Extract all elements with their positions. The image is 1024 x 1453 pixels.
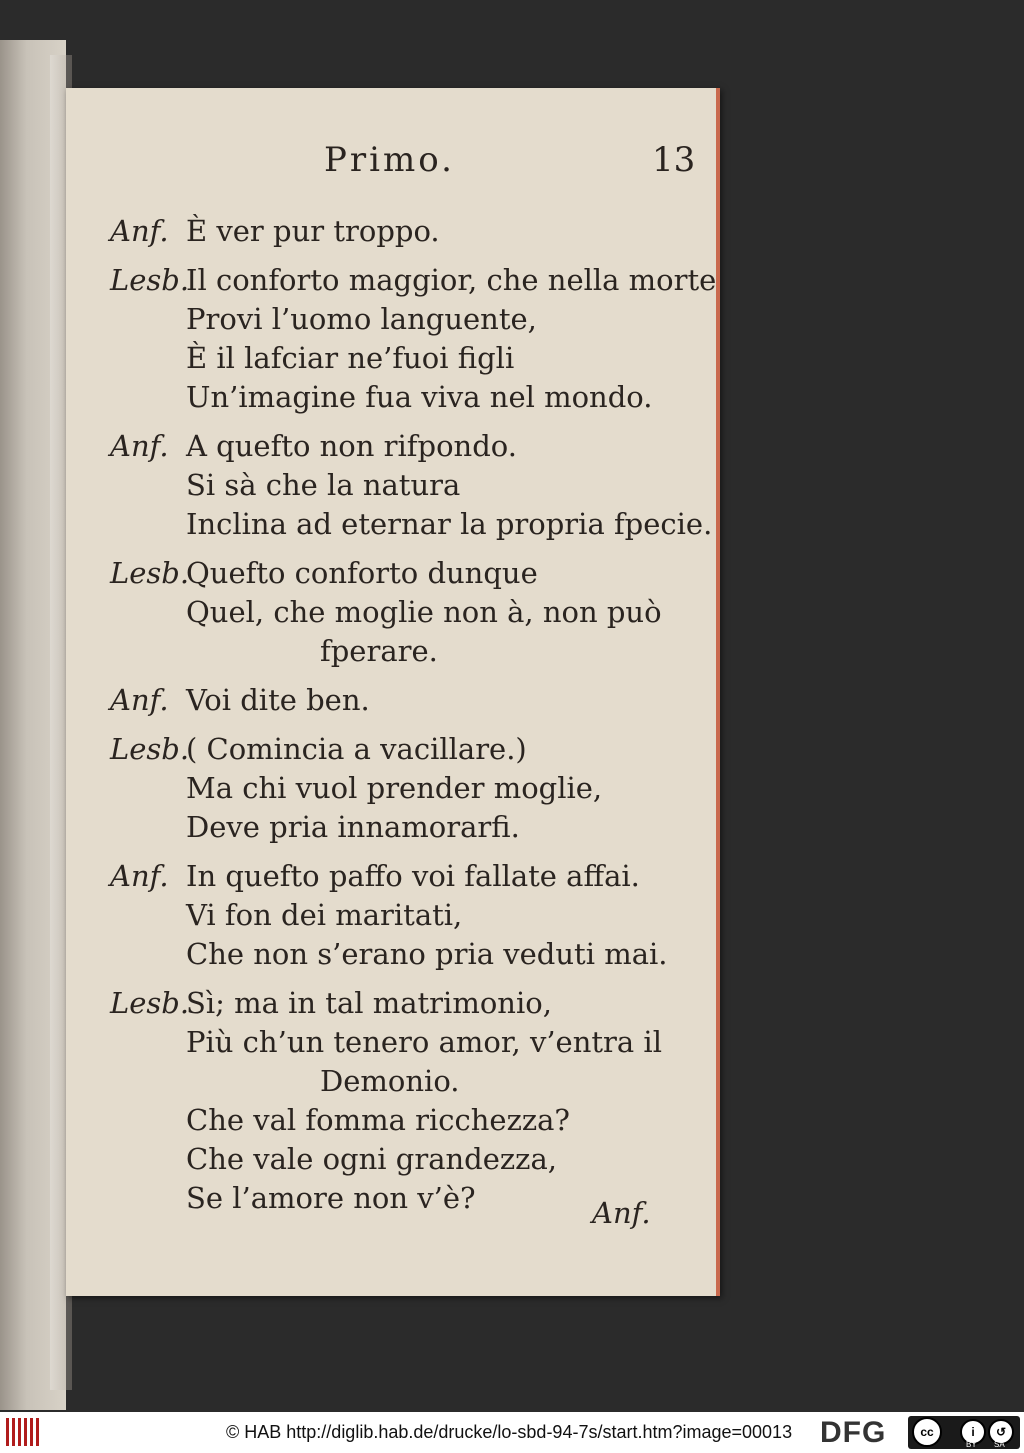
verse-line: Più ch’un tenero amor, v’entra il bbox=[186, 1025, 662, 1059]
catchword: Anf. bbox=[592, 1196, 651, 1230]
verse-line: Ma chi vuol prender moglie, bbox=[186, 771, 603, 805]
verse-line: Che vale ogni grandezza, bbox=[186, 1142, 557, 1176]
attribution-icon: i bbox=[960, 1419, 986, 1445]
verse-line: Vi fon dei maritati, bbox=[186, 898, 463, 932]
verse-line: In quefto paffo voi fallate affai. bbox=[186, 859, 640, 893]
cc-license-badge[interactable] bbox=[908, 1416, 1020, 1449]
verse-line: Quefto conforto dunque bbox=[186, 556, 538, 590]
speaker-label: Lesb. bbox=[110, 986, 190, 1020]
speaker-label: Anf. bbox=[110, 214, 169, 248]
by-label: BY bbox=[966, 1440, 977, 1449]
share-alike-icon: ↺ bbox=[988, 1419, 1014, 1445]
verse-line: Che non s’erano pria veduti mai. bbox=[186, 937, 668, 971]
speaker-label: Anf. bbox=[110, 429, 169, 463]
speaker-label: Lesb. bbox=[110, 556, 190, 590]
verse-line: Un’imagine fua viva nel mondo. bbox=[186, 380, 653, 414]
book-page bbox=[66, 88, 720, 1296]
verse-line: Voi dite ben. bbox=[186, 683, 370, 717]
verse-line: Che val fomma ricchezza? bbox=[186, 1103, 570, 1137]
verse-line: È ver pur troppo. bbox=[186, 214, 440, 248]
verse-line: fperare. bbox=[320, 634, 438, 668]
sa-label: SA bbox=[994, 1440, 1005, 1449]
speaker-label: Anf. bbox=[110, 683, 169, 717]
dfg-logo: DFG bbox=[820, 1416, 887, 1449]
verse-line: Quel, che moglie non à, non può bbox=[186, 595, 662, 629]
verse-line: A quefto non rifpondo. bbox=[186, 429, 517, 463]
verse-line: Il conforto maggior, che nella morte bbox=[186, 263, 717, 297]
speaker-label: Lesb. bbox=[110, 732, 190, 766]
verse-line: Provi l’uomo languente, bbox=[186, 302, 537, 336]
verse-line: Inclina ad eternar la propria fpecie. bbox=[186, 507, 713, 541]
creative-commons-icon: cc bbox=[912, 1417, 942, 1447]
speaker-label: Anf. bbox=[110, 859, 169, 893]
footer-credit[interactable]: © HAB http://diglib.hab.de/drucke/lo-sbd-94-7s/start.htm?image=00013 bbox=[226, 1422, 793, 1442]
footer-bar bbox=[0, 1412, 1024, 1453]
verse-line: Sì; ma in tal matrimonio, bbox=[186, 986, 552, 1020]
barcode-icon bbox=[6, 1418, 40, 1446]
speaker-label: Lesb. bbox=[110, 263, 190, 297]
running-head: Primo. bbox=[324, 140, 455, 180]
verse-line: Si sà che la natura bbox=[186, 468, 461, 502]
verse-line: Demonio. bbox=[320, 1064, 460, 1098]
verse-line: ( Comincia a vacillare.) bbox=[186, 732, 527, 766]
page-number: 13 bbox=[652, 140, 696, 180]
verse-line: Deve pria innamorarfi. bbox=[186, 810, 520, 844]
verse-line: È il lafciar ne’fuoi figli bbox=[186, 341, 515, 375]
verse-line: Se l’amore non v’è? bbox=[186, 1181, 476, 1215]
